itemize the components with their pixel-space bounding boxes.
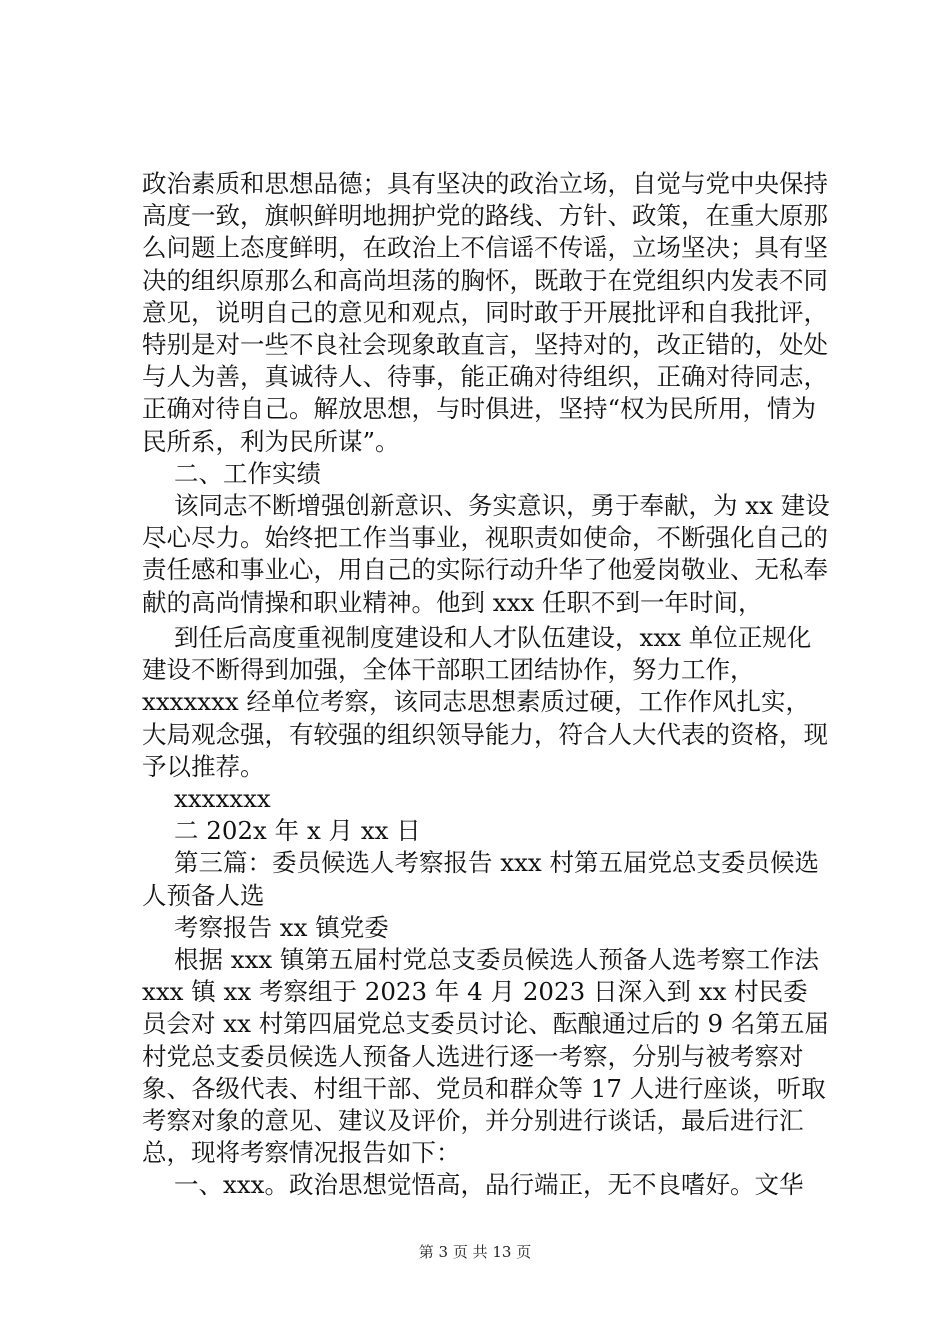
report-subtitle: 考察报告 xx 镇党委 (174, 912, 389, 942)
text-block-bottom (142, 622, 832, 1202)
page-footer: 第 3 页 共 13 页 (418, 1243, 532, 1261)
paragraph-political-quality: 政治素质和思想品德；具有坚决的政治立场，自觉与党中央保持高度一致，旗帜鲜明地拥护党的路线、方针、政策，在重大原那么问题上态度鲜明，在政治上不信谣不传谣，立场坚决；具有坚决的组织原那么和高尚坦荡的胸怀，既敢于在党组织内发表不同意见，说明自己的意见和观点，同时敢于开展批评和自我批评，特别是对一些不良社会现象敢直言，坚持对的，改正错的，处处与人为善，真诚待人、待事，能正确对待组织，正确对待同志，正确对待自己。解放思想，与时俱进，坚持“权为民所用，情为民所系，利为民所谋”。 (142, 169, 828, 456)
paragraph-recommendation: 到任后高度重视制度建设和人才队伍建设，xxx 单位正规化建设不断得到加强，全体干部职工团结协作，努力工作，xxxxxxx 经单位考察，该同志思想素质过硬，工作作风扎实，大局观念强，有较强的组织领导能力，符合人大代表的资格，现予以推荐。 (142, 623, 828, 781)
chapter-title: 第三篇：委员候选人考察报告 xxx 村第五届党总支委员候选人预备人选 (142, 848, 820, 910)
paragraph-candidate-one: 一、xxx。政治思想觉悟高，品行端正，无不良嗜好。文华 (174, 1170, 804, 1200)
paragraph-work-results: 该同志不断增强创新意识、务实意识，勇于奉献，为 xx 建设尽心尽力。始终把工作当事业，视职责如使命，不断强化自己的责任感和事业心，用自己的实际行动升华了他爱岗敬业、无私奉献的高尚情操和职业精神。他到 xxx 任职不到一年时间， (142, 491, 830, 617)
text-block-top (142, 168, 832, 619)
signature-date: 二 202x 年 x 月 xx 日 (174, 816, 421, 846)
section-heading-work-results: 二、工作实绩 (174, 458, 321, 488)
paragraph-report-intro: 根据 xxx 镇第五届村党总支委员候选人预备人选考察工作法 xxx 镇 xx 考察组于 2023 年 4 月 2023 日深入到 xx 村民委员会对 xx 村第四届党总支委员讨论、酝酿通过后的 9 名第五届村党总支委员候选人预备人选进行逐一考察，分别与被考察对象、各级代表、村组干部、党员和群众等 17 人进行座谈，听取考察对象的意见、建议及评价，并分别进行谈话，最后进行汇总，现将考察情况报告如下： (142, 945, 829, 1168)
signature-org: xxxxxxx (174, 784, 271, 814)
